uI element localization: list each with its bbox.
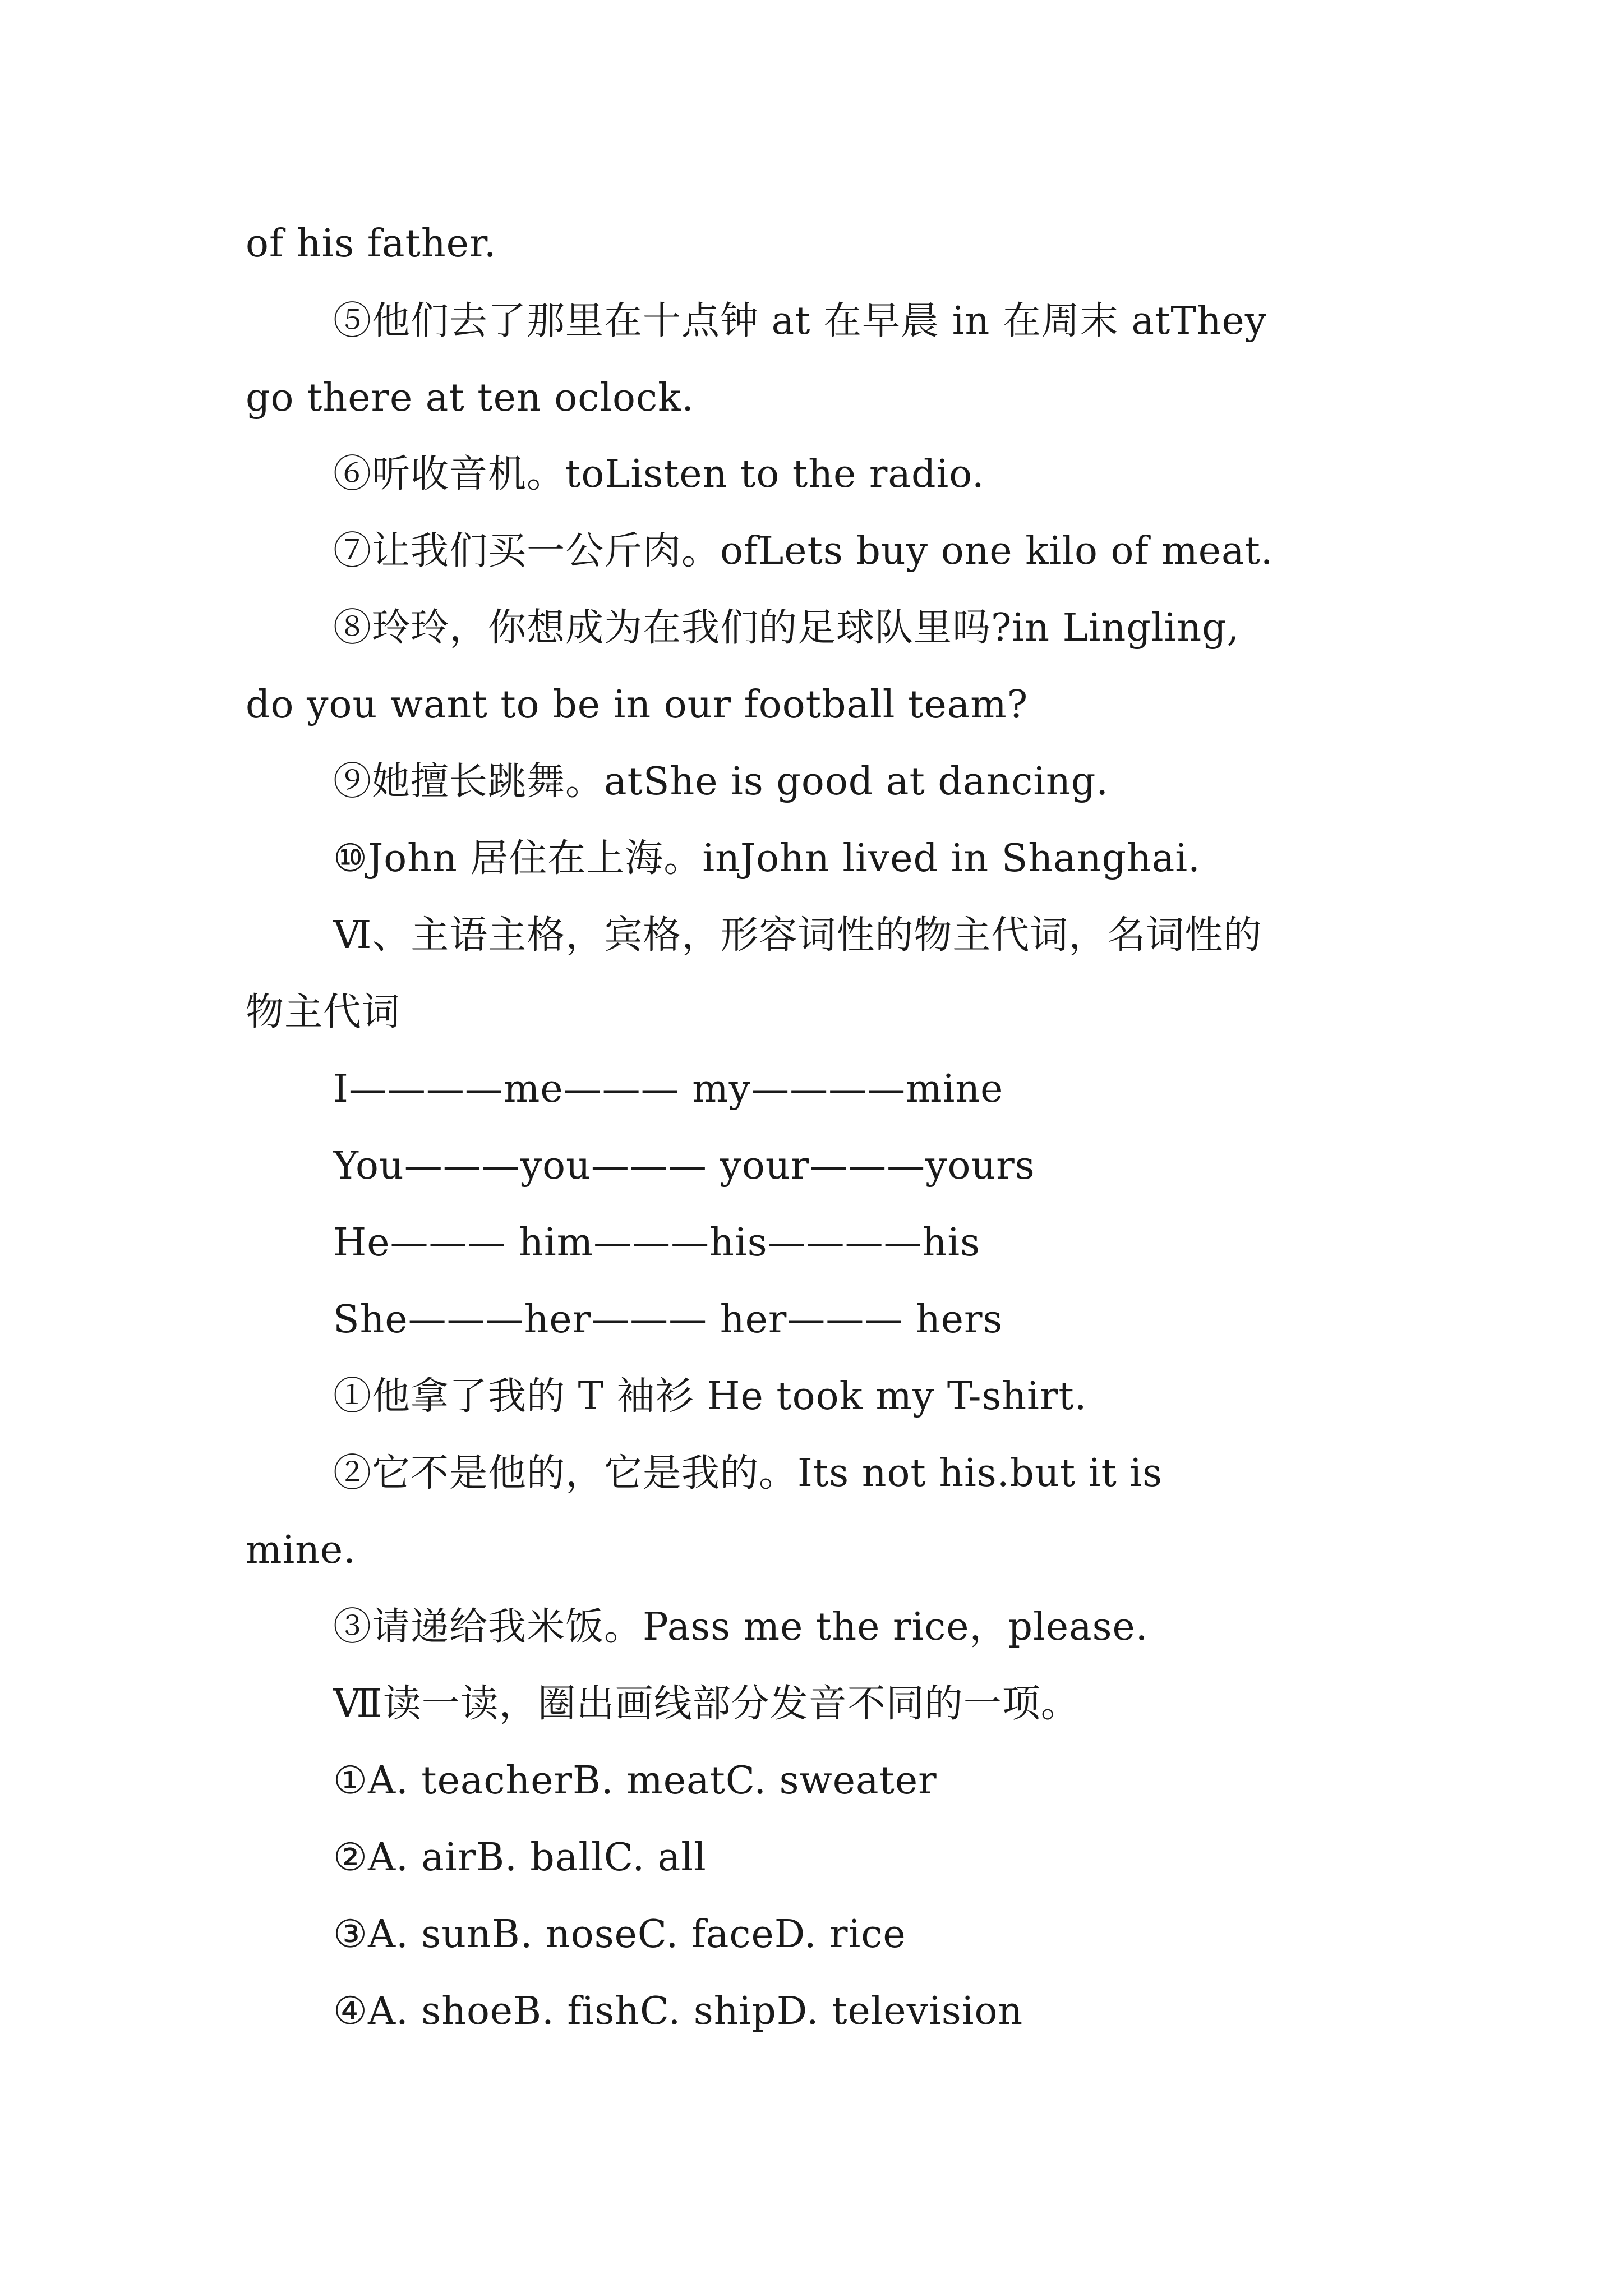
section-heading: 物主代词 [246, 990, 401, 1034]
question-item: ①A. teacherB. meatC. sweater [333, 1759, 937, 1803]
text-line: He——— him———his————his [333, 1221, 981, 1265]
text-line: ⑧玲玲，你想成为在我们的足球队里吗?in Lingling, [333, 606, 1240, 650]
text-line: ③请递给我米饭。Pass me the rice，please. [333, 1605, 1149, 1649]
text-line: ⑦让我们买一公斤肉。ofLets buy one kilo of meat. [333, 529, 1274, 573]
question-item: ③A. sunB. noseC. faceD. rice [333, 1912, 906, 1957]
question-item: ②A. airB. ballC. all [333, 1835, 707, 1880]
section-heading: Ⅵ、主语主格，宾格，形容词性的物主代词，名词性的 [333, 913, 1262, 958]
text-line: I————me——— my————mine [333, 1067, 1004, 1111]
text-line: do you want to be in our football team? [246, 683, 1029, 727]
text-line: She———her——— her——— hers [333, 1297, 1003, 1342]
question-item: ④A. shoeB. fishC. shipD. television [333, 1989, 1023, 2033]
text-line: ①他拿了我的 T 袖衫 He took my T-shirt. [333, 1374, 1087, 1419]
text-line: ⑨她擅长跳舞。atShe is good at dancing. [333, 760, 1109, 804]
text-line: of his father. [246, 222, 497, 266]
text-line: ⑤他们去了那里在十点钟 at 在早晨 in 在周末 atThey [333, 299, 1267, 343]
text-line: go there at ten oclock. [246, 376, 694, 420]
text-line: ⑩John 居住在上海。inJohn lived in Shanghai. [333, 836, 1201, 881]
text-line: ②它不是他的，它是我的。Its not his.but it is [333, 1451, 1163, 1496]
text-line: You———you——— your———yours [333, 1144, 1035, 1188]
text-line: ⑥听收音机。toListen to the radio. [333, 452, 985, 496]
text-line: mine. [246, 1528, 356, 1572]
section-heading: Ⅶ读一读，圈出画线部分发音不同的一项。 [333, 1682, 1080, 1726]
